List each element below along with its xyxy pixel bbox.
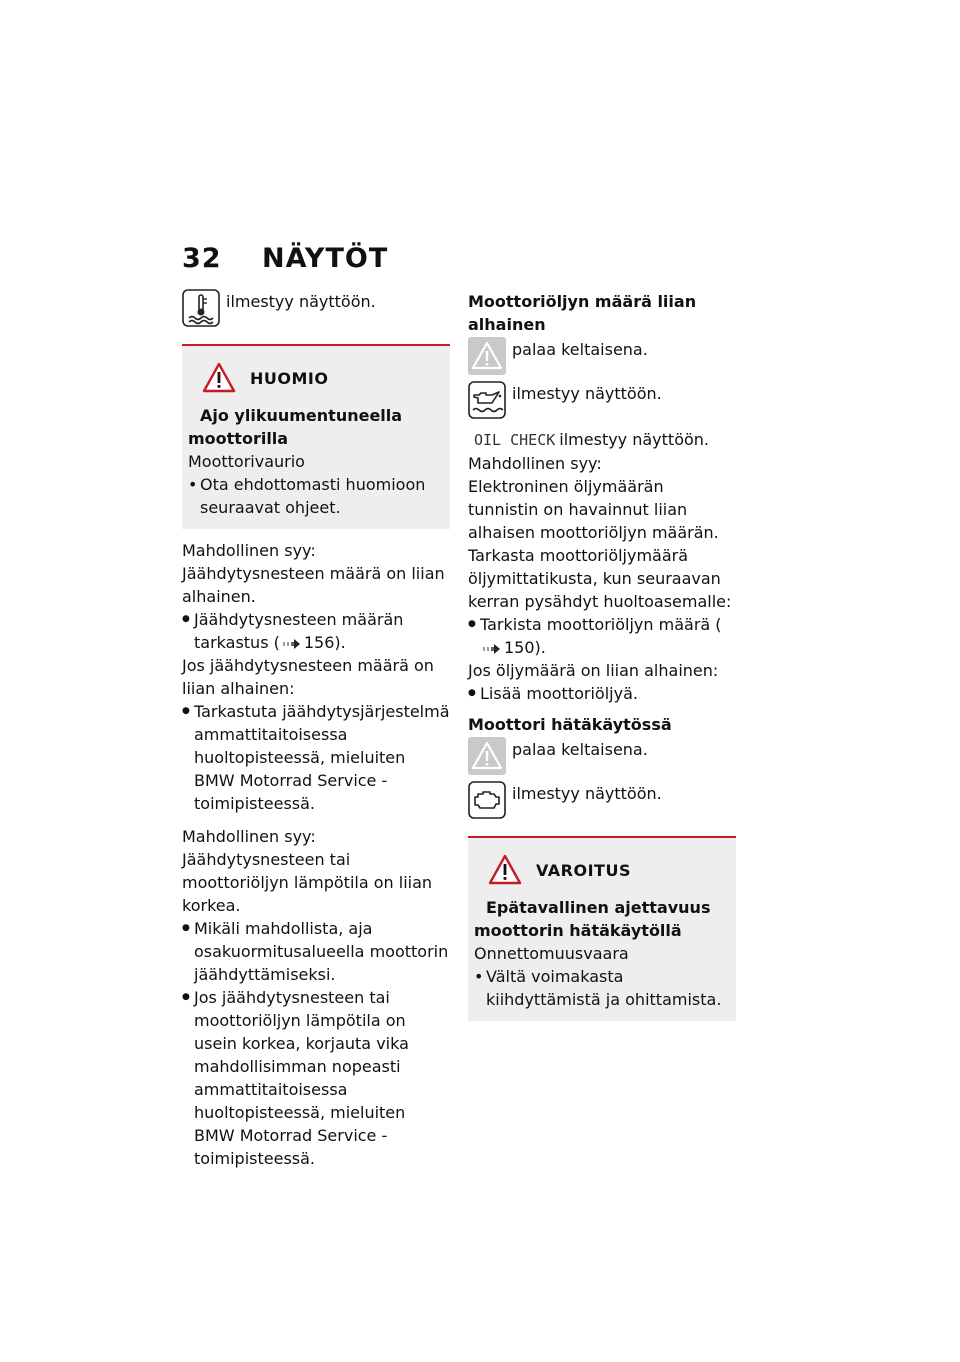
emergency-warning-row [468,736,736,780]
general-warning-icon [468,337,506,375]
oil-bullet-ref: 150). [504,638,546,657]
page-title: NÄYTÖT [262,243,389,274]
oil-check-line [468,428,736,452]
notice-box [182,344,450,529]
emergency-mode-heading: Moottori hätäkäytössä [468,715,672,734]
oil-condition: Jos öljymäärä on liian alhainen: [468,661,719,680]
general-warning-icon [468,737,506,775]
oil-bullet-text: Tarkista moottoriöljyn määrä ( [480,615,722,634]
warning-subtitle-line-1: Epätavallinen ajettavuus [486,898,711,917]
warning-title [488,854,730,886]
notice-consequence: Moottorivaurio [188,452,305,471]
warning-subtitle-line-2: moottorin hätäkäytöllä [474,921,682,940]
cause-bullet [182,608,450,654]
page-reference-arrow-icon [483,642,501,656]
oil-indicator-text: ilmestyy näyttöön. [512,384,662,403]
notice-subtitle-line-2: moottorilla [188,429,289,448]
notice-bullet: • Ota ehdottomasti huomioon seuraavat ohjeet. [188,473,444,519]
warning-triangle-icon [488,854,522,886]
cause-condition: Jos jäähdytysnesteen määrä on liian alhainen: [182,656,434,698]
oil-indicator-row [468,380,736,424]
page-reference-arrow-icon [283,637,301,651]
cause-label-2: Mahdollinen syy: [182,827,316,846]
emergency-warning-text: palaa keltaisena. [512,740,648,759]
coolant-temperature-icon [182,289,220,327]
oil-warning-row [468,336,736,380]
engine-icon [468,781,506,819]
oil-can-icon [468,381,506,419]
left-column [182,288,450,1170]
cause-bullet-2: ● Tarkastuta jäähdytysjärjestelmä ammattitaitoisessa huoltopisteessä, mieluiten BMW Motorrad Service -toimipisteessä. [182,700,450,815]
warning-subtitle [474,896,730,942]
warning-title-text: VAROITUS [536,860,631,880]
oil-check-code: OIL CHECK [474,431,556,449]
page-number: 32 [182,243,222,274]
cause2-bullet-1: ● Mikäli mahdollista, aja osakuormitusalueella moottorin jäähdyttämiseksi. [182,917,450,986]
engine-indicator-text: ilmestyy näyttöön. [512,784,662,803]
notice-subtitle-line-1: Ajo ylikuumentuneella [200,406,403,425]
notice-title [202,362,444,394]
oil-level-heading: Moottoriöljyn määrä liian alhainen [468,292,697,334]
warning-triangle-icon [202,362,236,394]
warning-consequence: Onnettomuusvaara [474,944,629,963]
coolant-indicator-text: ilmestyy näyttöön. [226,292,376,311]
oil-check-text: ilmestyy näyttöön. [559,430,709,449]
notice-subtitle [188,404,444,450]
oil-bullet-2: ● Lisää moottoriöljyä. [468,682,736,705]
warning-box [468,836,736,1021]
page-header [182,243,388,274]
cause2-bullet-2: ● Jos jäähdytysnesteen tai moottoriöljyn lämpötila on usein korkea, korjauta vika mahdollisimman nopeasti ammattitaitoisessa huoltopisteessä, mieluiten BMW Motorrad Service -toimipisteessä. [182,986,450,1170]
cause-bullet-text: Jäähdytysnesteen määrän tarkastus ( [194,610,404,652]
notice-title-text: HUOMIO [250,368,329,388]
oil-cause-label: Mahdollinen syy: [468,454,602,473]
engine-indicator-row [468,780,736,824]
cause-label: Mahdollinen syy: [182,541,316,560]
coolant-indicator-row [182,288,450,332]
cause-bullet-ref: 156). [303,633,346,652]
warning-bullet: • Vältä voimakasta kiihdyttämistä ja ohittamista. [474,965,730,1011]
oil-bullet [468,613,736,659]
right-column [468,288,736,1031]
cause-text-2: Jäähdytysnesteen tai moottoriöljyn lämpötila on liian korkea. [182,850,433,915]
oil-warning-text: palaa keltaisena. [512,340,648,359]
oil-cause-text: Elektroninen öljymäärän tunnistin on havainnut liian alhaisen moottoriöljyn määrän. Tarkasta moottoriöljymäärä öljymittatikusta, kun seuraavan kerran pysähdyt huoltoasemalle: [468,477,732,611]
cause-text: Jäähdytysnesteen määrä on liian alhainen. [182,564,445,606]
